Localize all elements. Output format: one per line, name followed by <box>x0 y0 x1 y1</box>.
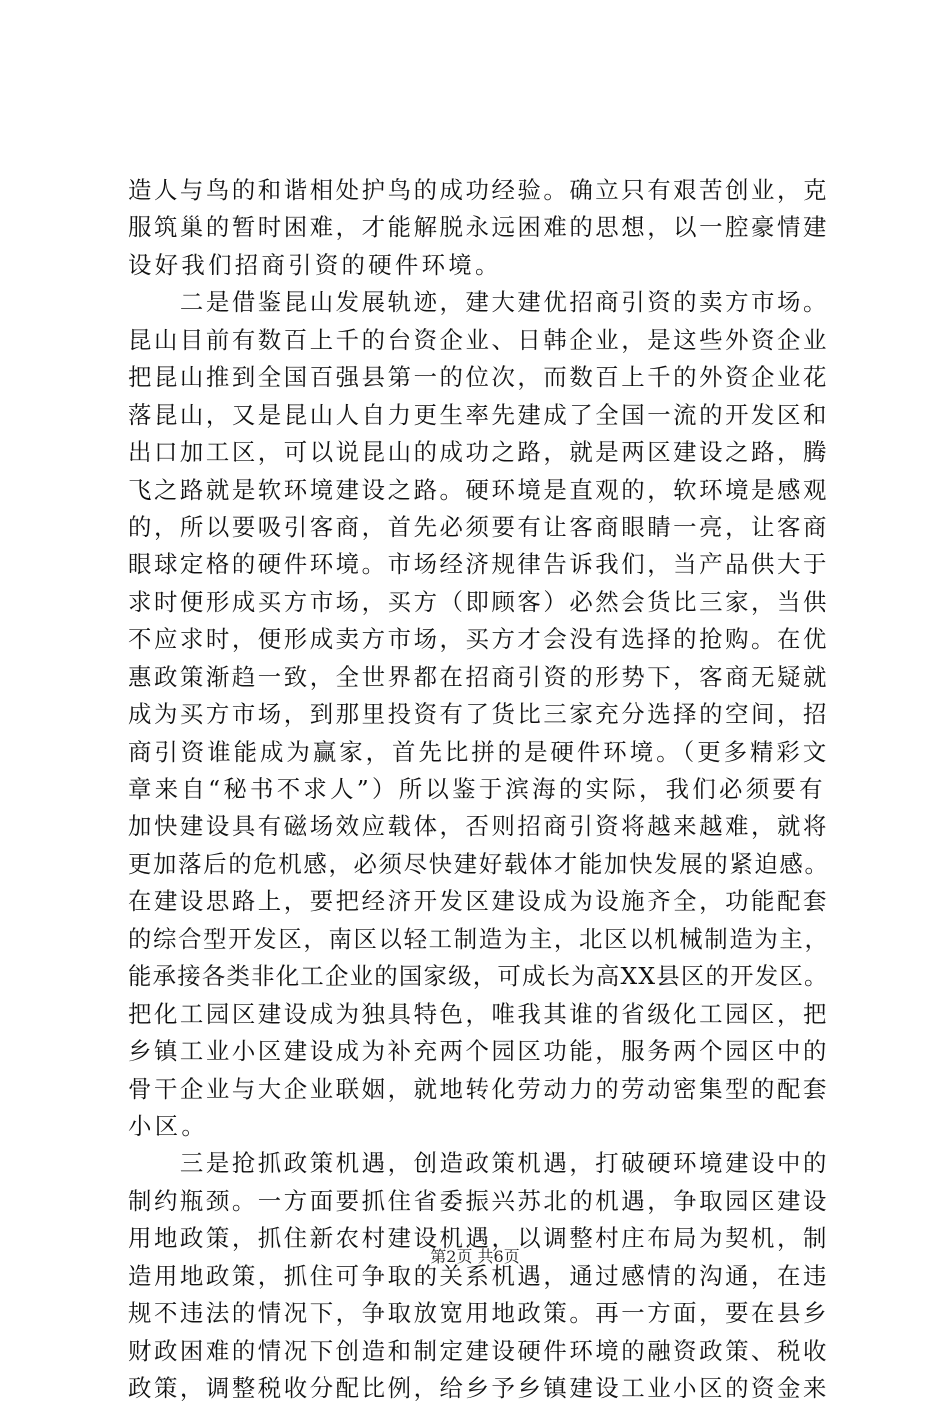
text-line: 眼球定格的硬件环境。市场经济规律告诉我们，当产品供大于 <box>128 550 829 579</box>
text-line: 骨干企业与大企业联姻，就地转化劳动力的劳动密集型的配套 <box>128 1074 829 1103</box>
text-line: 把昆山推到全国百强县第一的位次，而数百上千的外资企业花 <box>128 363 829 392</box>
text-line: 的，所以要吸引客商，首先必须要有让客商眼睛一亮，让客商 <box>128 512 829 541</box>
text-line: 飞之路就是软环境建设之路。硬环境是直观的，软环境是感观 <box>128 475 829 504</box>
text-line: 的综合型开发区，南区以轻工制造为主，北区以机械制造为主， <box>128 924 830 953</box>
text-line: 惠政策渐趋一致，全世界都在招商引资的形势下，客商无疑就 <box>128 662 829 691</box>
text-line: 三是抢抓政策机遇，创造政策机遇，打破硬环境建设中的 <box>128 1149 829 1178</box>
text-line: 乡镇工业小区建设成为补充两个园区功能，服务两个园区中的 <box>128 1037 829 1066</box>
text-line: 制约瓶颈。一方面要抓住省委振兴苏北的机遇，争取园区建设 <box>128 1186 829 1215</box>
text-line: 昆山目前有数百上千的台资企业、日韩企业，是这些外资企业 <box>128 325 829 354</box>
text-line: 二是借鉴昆山发展轨迹，建大建优招商引资的卖方市场。 <box>128 288 829 317</box>
text-line: 规不违法的情况下，争取放宽用地政策。再一方面，要在县乡 <box>128 1299 829 1328</box>
text-line: 能承接各类非化工企业的国家级，可成长为高XX县区的开发区。 <box>128 962 829 991</box>
document-body <box>128 172 832 1407</box>
text-line: 财政困难的情况下创造和制定建设硬件环境的融资政策、税收 <box>128 1336 829 1365</box>
text-line: 设好我们招商引资的硬件环境。 <box>128 250 502 279</box>
text-line: 成为买方市场，到那里投资有了货比三家充分选择的空间，招 <box>128 700 829 729</box>
text-line: 出口加工区，可以说昆山的成功之路，就是两区建设之路，腾 <box>128 438 829 467</box>
page-footer: 第2页 共6页 <box>430 1247 520 1266</box>
text-line: 更加落后的危机感，必须尽快建好载体才能加快发展的紧迫感。 <box>128 849 830 878</box>
text-line: 加快建设具有磁场效应载体，否则招商引资将越来越难，就将 <box>128 812 829 841</box>
text-line: 政策，调整税收分配比例，给乡予乡镇建设工业小区的资金来 <box>128 1374 829 1402</box>
text-line: 求时便形成买方市场，买方（即顾客）必然会货比三家，当供 <box>128 587 829 616</box>
text-line: 在建设思路上，要把经济开发区建设成为设施齐全，功能配套 <box>128 887 829 916</box>
text-line: 章来自“秘书不求人”）所以鉴于滨海的实际，我们必须要有 <box>128 775 826 803</box>
text-line: 用地政策，抓住新农村建设机遇，以调整村庄布局为契机，制 <box>128 1224 829 1253</box>
text-line: 小区。 <box>128 1111 209 1140</box>
text-line: 不应求时，便形成卖方市场，买方才会没有选择的抢购。在优 <box>128 625 829 654</box>
text-line: 商引资谁能成为赢家，首先比拼的是硬件环境。（更多精彩文 <box>128 737 830 766</box>
text-line: 造用地政策，抓住可争取的关系机遇，通过感情的沟通，在违 <box>128 1261 829 1290</box>
text-line: 把化工园区建设成为独具特色，唯我其谁的省级化工园区，把 <box>128 999 829 1028</box>
text-line: 造人与鸟的和谐相处护鸟的成功经验。确立只有艰苦创业，克 <box>128 176 829 204</box>
text-line: 落昆山，又是昆山人自力更生率先建成了全国一流的开发区和 <box>128 400 829 429</box>
text-line: 服筑巢的暂时困难，才能解脱永远困难的思想，以一腔豪情建 <box>128 213 829 242</box>
